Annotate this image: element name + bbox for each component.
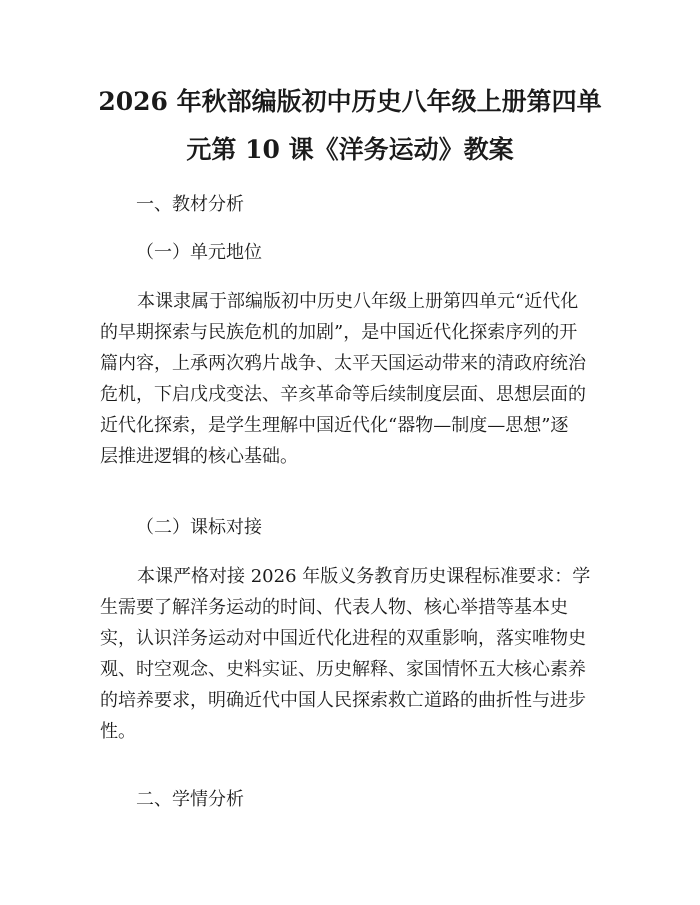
paragraph-unit-position (100, 286, 600, 472)
document-title-line-1: 2026 年秋部编版初中历史八年级上册第四单 (98, 87, 602, 116)
subsection-heading-curriculum-alignment: （二）课标对接 (136, 517, 262, 538)
paragraph-line: 近代化探索，是学生理解中国近代化“器物—制度—思想”逐 (100, 415, 569, 436)
paragraph-line: 层推进逻辑的核心基础。 (100, 446, 298, 467)
subsection-heading-unit-position: （一）单元地位 (136, 242, 262, 263)
paragraph-line: 观、时空观念、史料实证、历史解释、家国情怀五大核心素养 (100, 659, 586, 680)
paragraph-curriculum-alignment (100, 561, 600, 747)
paragraph-line: 的早期探索与民族危机的加剧”，是中国近代化探索序列的开 (100, 322, 578, 343)
paragraph-line: 生需要了解洋务运动的时间、代表人物、核心举措等基本史 (100, 597, 568, 618)
section-heading-teaching-material-analysis: 一、教材分析 (136, 194, 244, 215)
paragraph-line: 危机，下启戊戌变法、辛亥革命等后续制度层面、思想层面的 (100, 384, 586, 405)
paragraph-line: 的培养要求，明确近代中国人民探索救亡道路的曲折性与进步 (100, 690, 586, 711)
paragraph-line: 本课严格对接 2026 年版义务教育历史课程标准要求：学 (137, 566, 591, 587)
paragraph-line: 实，认识洋务运动对中国近代化进程的双重影响，落实唯物史 (100, 628, 586, 649)
paragraph-line: 本课隶属于部编版初中历史八年级上册第四单元“近代化 (137, 291, 579, 312)
paragraph-line: 篇内容，上承两次鸦片战争、太平天国运动带来的清政府统治 (100, 353, 586, 374)
paragraph-line: 性。 (100, 721, 136, 742)
section-heading-student-analysis: 二、学情分析 (136, 789, 244, 810)
document-title-line-2: 元第 10 课《洋务运动》教案 (186, 135, 514, 164)
